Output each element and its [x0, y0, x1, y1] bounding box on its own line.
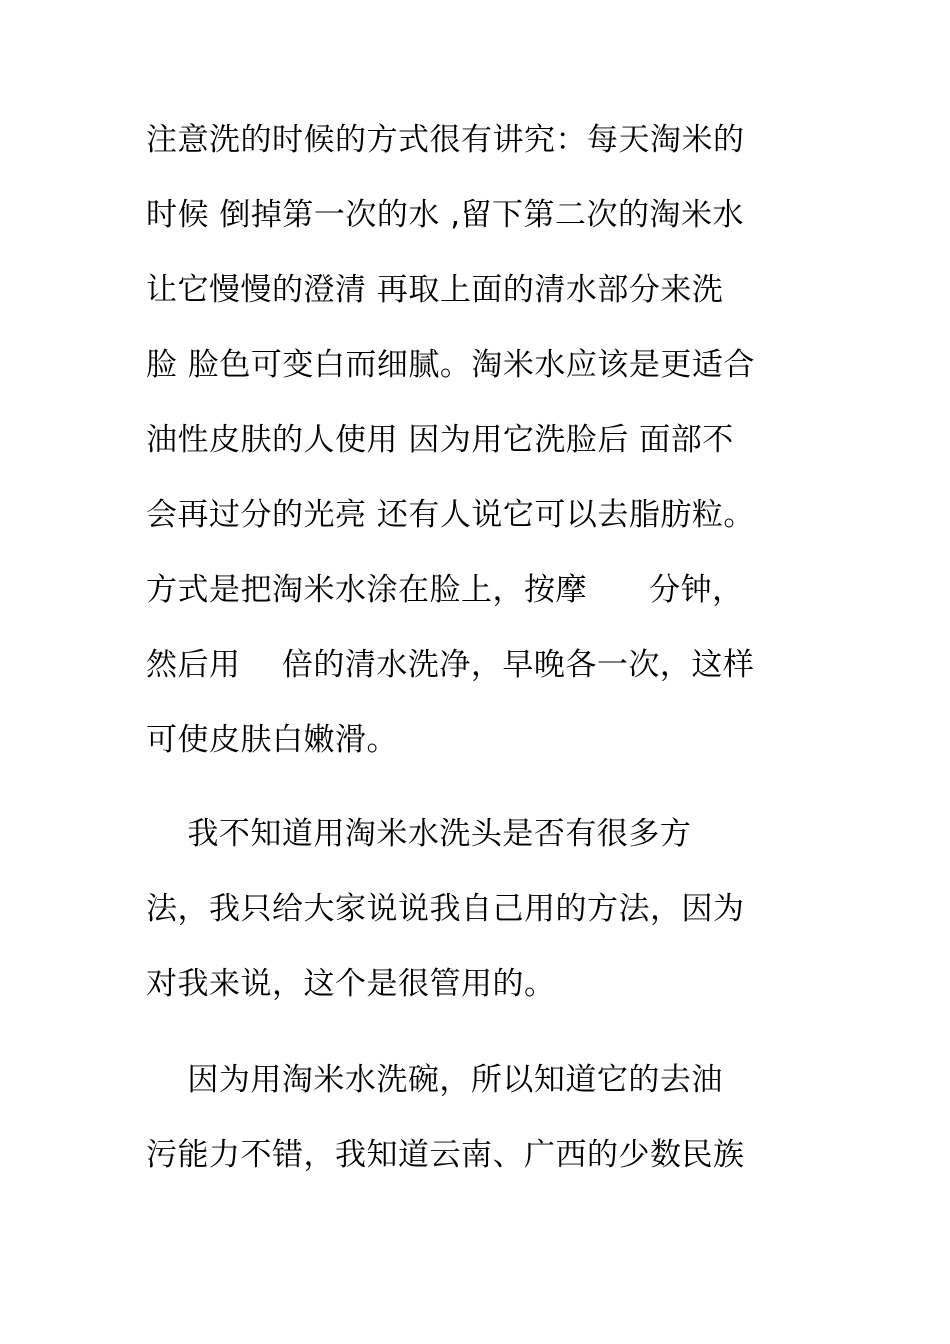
- text-line: 然后用 倍的清水洗净，早晚各一次，这样: [146, 647, 755, 683]
- text-line: 脸 脸色可变白而细腻。淘米水应该是更适合: [146, 347, 755, 383]
- text-line: 会再过分的光亮 还有人说它可以去脂肪粒。: [146, 497, 755, 533]
- text-line: 时候 倒掉第一次的水 ,留下第二次的淘米水: [146, 197, 745, 233]
- text-line: 我不知道用淘米水洗头是否有很多方: [146, 816, 692, 852]
- text-line: 让它慢慢的澄清 再取上面的清水部分来洗: [146, 272, 724, 308]
- text-line: 可使皮肤白嫩滑。: [146, 722, 398, 758]
- text-line: 方式是把淘米水涂在脸上，按摩 分钟，: [146, 572, 744, 608]
- text-line: 污能力不错，我知道云南、广西的少数民族: [146, 1137, 745, 1173]
- text-line: 注意洗的时候的方式很有讲究：每天淘米的: [146, 122, 745, 158]
- text-line: 对我来说，这个是很管用的。: [146, 966, 556, 1002]
- text-line: 法，我只给大家说说我自己用的方法，因为: [146, 891, 745, 927]
- text-line: 油性皮肤的人使用 因为用它洗脸后 面部不: [146, 422, 734, 458]
- text-line: 因为用淘米水洗碗，所以知道它的去油: [146, 1062, 723, 1098]
